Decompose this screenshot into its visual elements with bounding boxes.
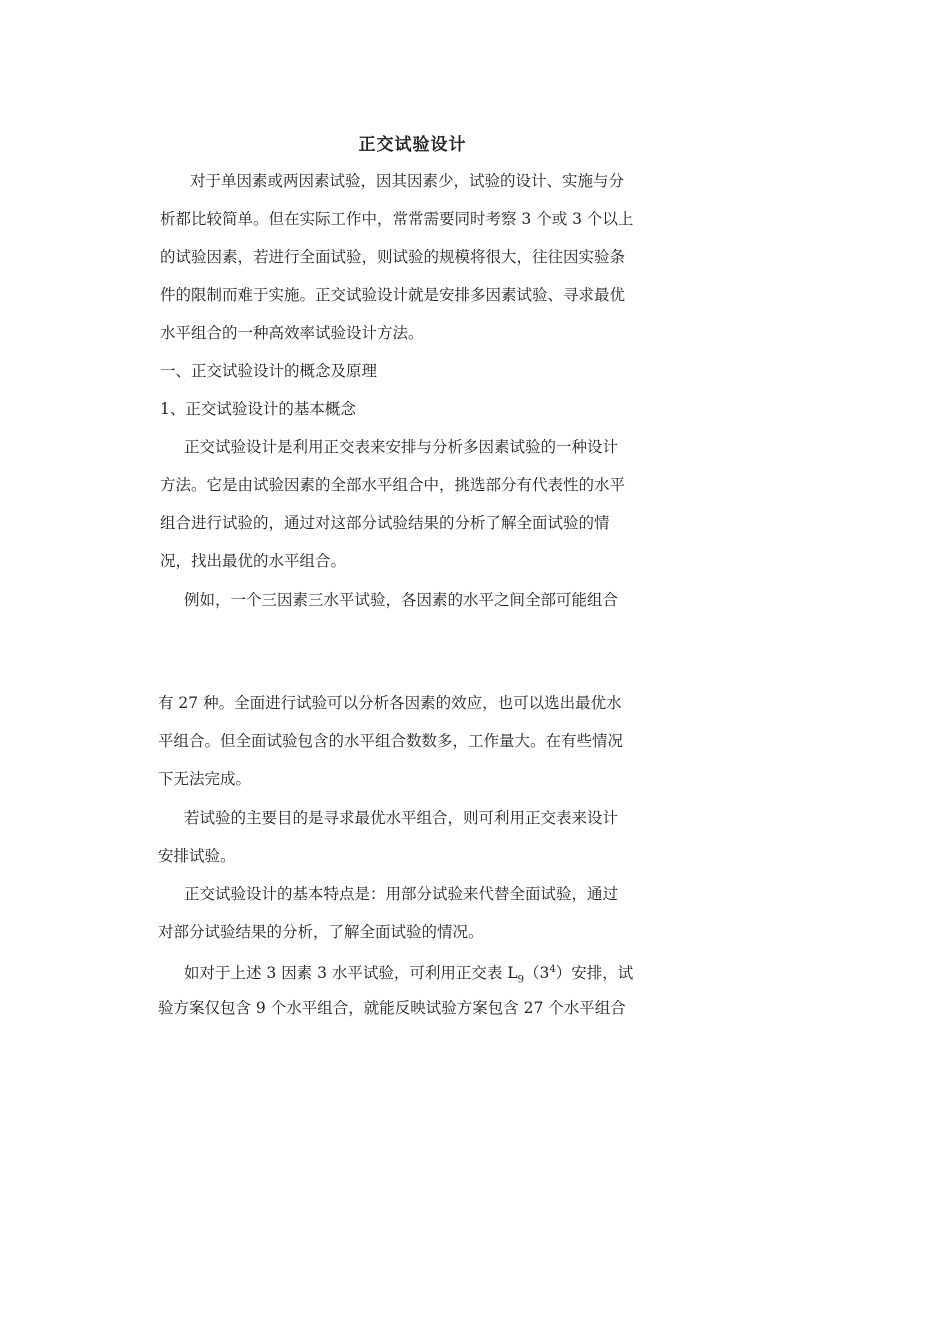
paragraph-line: 例如，一个三因素三水平试验，各因素的水平之间全部可能组合	[184, 591, 619, 609]
paragraph-line: 方法。它是由试验因素的全部水平组合中，挑选部分有代表性的水平	[160, 476, 626, 494]
subsection-heading: 1、正交试验设计的基本概念	[160, 400, 356, 418]
paragraph-line: 下无法完成。	[158, 770, 252, 788]
subscript: 9	[517, 974, 525, 986]
paragraph-line: 对于单因素或两因素试验，因其因素少，试验的设计、实施与分	[190, 172, 625, 190]
superscript: 4	[549, 964, 556, 975]
paragraph-line: 验方案仅包含 9 个水平组合，就能反映试验方案包含 27 个水平组合	[158, 999, 626, 1017]
page-title: 正交试验设计	[358, 135, 467, 155]
paragraph-line: 若试验的主要目的是寻求最优水平组合，则可利用正交表来设计	[184, 809, 619, 827]
paragraph-line	[184, 959, 633, 991]
paragraph-line: 况，找出最优的水平组合。	[160, 552, 347, 570]
paragraph-line: 有 27 种。全面进行试验可以分析各因素的效应，也可以选出最优水	[158, 694, 622, 712]
paragraph-line: 正交试验设计是利用正交表来安排与分析多因素试验的一种设计	[184, 438, 619, 456]
paragraph-line: 安排试验。	[158, 847, 236, 865]
paragraph-line: 析都比较简单。但在实际工作中，常常需要同时考察 3 个或 3 个以上	[160, 210, 634, 228]
paragraph-line: 正交试验设计的基本特点是：用部分试验来代替全面试验，通过	[184, 885, 619, 903]
paragraph-line: 平组合。但全面试验包含的水平组合数数多，工作量大。在有些情况	[158, 732, 624, 750]
text-span: （3	[524, 964, 550, 983]
text-span: ）安排，试	[555, 964, 634, 983]
section-heading: 一、正交试验设计的概念及原理	[160, 362, 378, 380]
paragraph-line: 组合进行试验的，通过对这部分试验结果的分析了解全面试验的情	[160, 514, 610, 532]
paragraph-line: 件的限制而难于实施。正交试验设计就是安排多因素试验、寻求最优	[160, 286, 626, 304]
paragraph-line: 对部分试验结果的分析，了解全面试验的情况。	[158, 923, 484, 941]
text-span: 如对于上述 3 因素 3 水平试验，可利用正交表 L	[184, 964, 518, 983]
paragraph-line: 的试验因素，若进行全面试验，则试验的规模将很大，往往因实验条	[160, 248, 626, 266]
paragraph-line: 水平组合的一种高效率试验设计方法。	[160, 324, 424, 342]
